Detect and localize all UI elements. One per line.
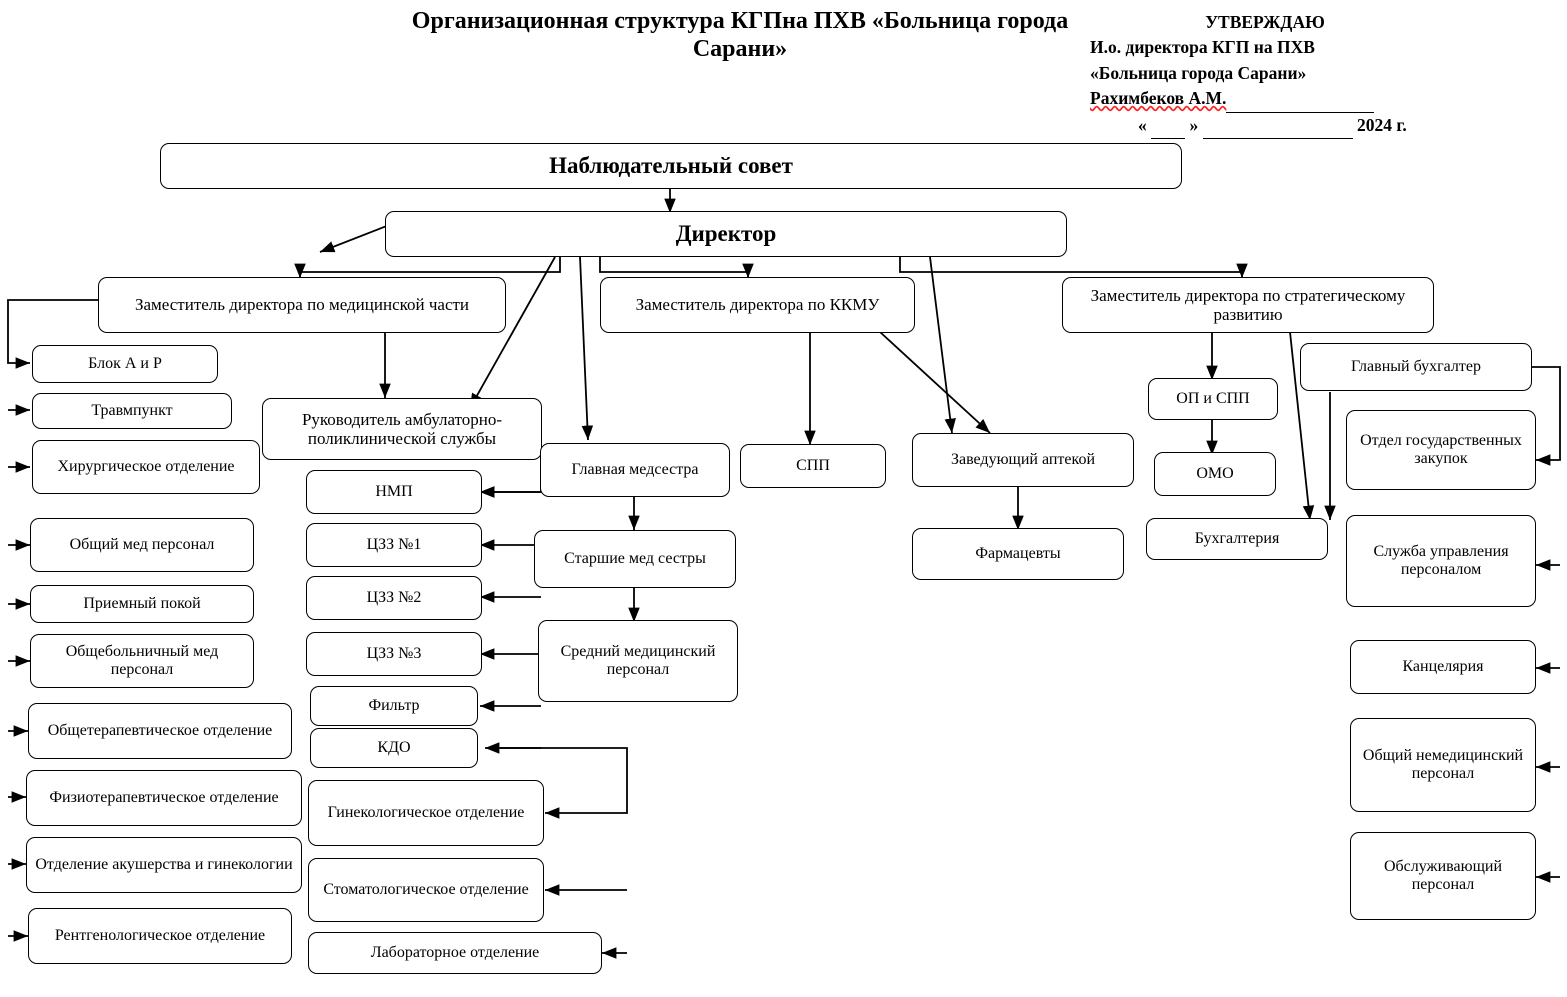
node-op-spp[interactable]: ОП и СПП bbox=[1148, 378, 1278, 420]
node-pharmacists[interactable]: Фармацевты bbox=[912, 528, 1124, 580]
node-chief-accountant[interactable]: Главный бухгалтер bbox=[1300, 343, 1532, 391]
node-gynecology-dept[interactable]: Гинекологическое отделение bbox=[308, 780, 544, 846]
node-spp[interactable]: СПП bbox=[740, 444, 886, 488]
node-czz1[interactable]: ЦЗЗ №1 bbox=[306, 523, 482, 567]
page-title: Организационная структура КГПна ПХВ «Больница города Сарани» bbox=[411, 8, 1069, 62]
node-hr-service[interactable]: Служба управления персоналом bbox=[1346, 515, 1536, 607]
node-obstetrics-dept[interactable]: Отделение акушерства и гинекологии bbox=[26, 837, 302, 893]
node-stomatology-dept[interactable]: Стоматологическое отделение bbox=[308, 858, 544, 922]
node-general-med-staff[interactable]: Общий мед персонал bbox=[30, 518, 254, 572]
node-head-nurse[interactable]: Главная медсестра bbox=[540, 443, 730, 497]
date-year: 2024 г. bbox=[1357, 114, 1407, 135]
node-head-outpatient[interactable]: Руководитель амбулаторно-поликлинической службы bbox=[262, 398, 542, 460]
approval-line-3: Рахимбеков А.М. bbox=[1090, 88, 1227, 109]
node-czz2[interactable]: ЦЗЗ №2 bbox=[306, 576, 482, 620]
node-accounting[interactable]: Бухгалтерия bbox=[1146, 518, 1328, 560]
node-deputy-medical[interactable]: Заместитель директора по медицинской части bbox=[98, 277, 506, 333]
node-nmp[interactable]: НМП bbox=[306, 470, 482, 514]
date-quote-open: « bbox=[1138, 114, 1147, 135]
date-quote-close: » bbox=[1189, 114, 1199, 135]
node-procurement-dept[interactable]: Отдел государственных закупок bbox=[1346, 410, 1536, 490]
node-trauma-point[interactable]: Травмпункт bbox=[32, 393, 232, 429]
approval-word: УТВЕРЖДАЮ bbox=[1205, 12, 1325, 32]
node-pharmacy-head[interactable]: Заведующий аптекой bbox=[912, 433, 1134, 487]
node-laboratory-dept[interactable]: Лабораторное отделение bbox=[308, 932, 602, 974]
node-director[interactable]: Директор bbox=[385, 211, 1067, 257]
node-kdo[interactable]: КДО bbox=[310, 728, 478, 768]
node-omo[interactable]: ОМО bbox=[1154, 452, 1276, 496]
node-deputy-kkmu[interactable]: Заместитель директора по ККМУ bbox=[600, 277, 915, 333]
node-senior-nurses[interactable]: Старшие мед сестры bbox=[534, 530, 736, 588]
node-service-staff[interactable]: Обслуживающий персонал bbox=[1350, 832, 1536, 920]
node-block-a-r[interactable]: Блок А и Р bbox=[32, 345, 218, 383]
node-surgery-dept[interactable]: Хирургическое отделение bbox=[32, 440, 260, 494]
node-general-nonmed-staff[interactable]: Общий немедицинский персонал bbox=[1350, 718, 1536, 812]
node-filter[interactable]: Фильтр bbox=[310, 686, 478, 726]
node-supervisory-board[interactable]: Наблюдательный совет bbox=[160, 143, 1182, 189]
approval-line-1: И.о. директора КГП на ПХВ bbox=[1090, 37, 1315, 58]
node-chancellery[interactable]: Канцелярия bbox=[1350, 640, 1536, 694]
node-czz3[interactable]: ЦЗЗ №3 bbox=[306, 632, 482, 676]
node-admission[interactable]: Приемный покой bbox=[30, 585, 254, 623]
node-physiotherapy-dept[interactable]: Физиотерапевтическое отделение bbox=[26, 770, 302, 826]
node-general-therapy-dept[interactable]: Общетерапевтическое отделение bbox=[28, 703, 292, 759]
node-middle-med-staff[interactable]: Средний медицинский персонал bbox=[538, 620, 738, 702]
approval-line-2: «Больница города Сарани» bbox=[1090, 62, 1307, 83]
node-deputy-strategy[interactable]: Заместитель директора по стратегическому развитию bbox=[1062, 277, 1434, 333]
node-hospital-wide-staff[interactable]: Общебольничный мед персонал bbox=[30, 634, 254, 688]
node-radiology-dept[interactable]: Рентгенологическое отделение bbox=[28, 908, 292, 964]
